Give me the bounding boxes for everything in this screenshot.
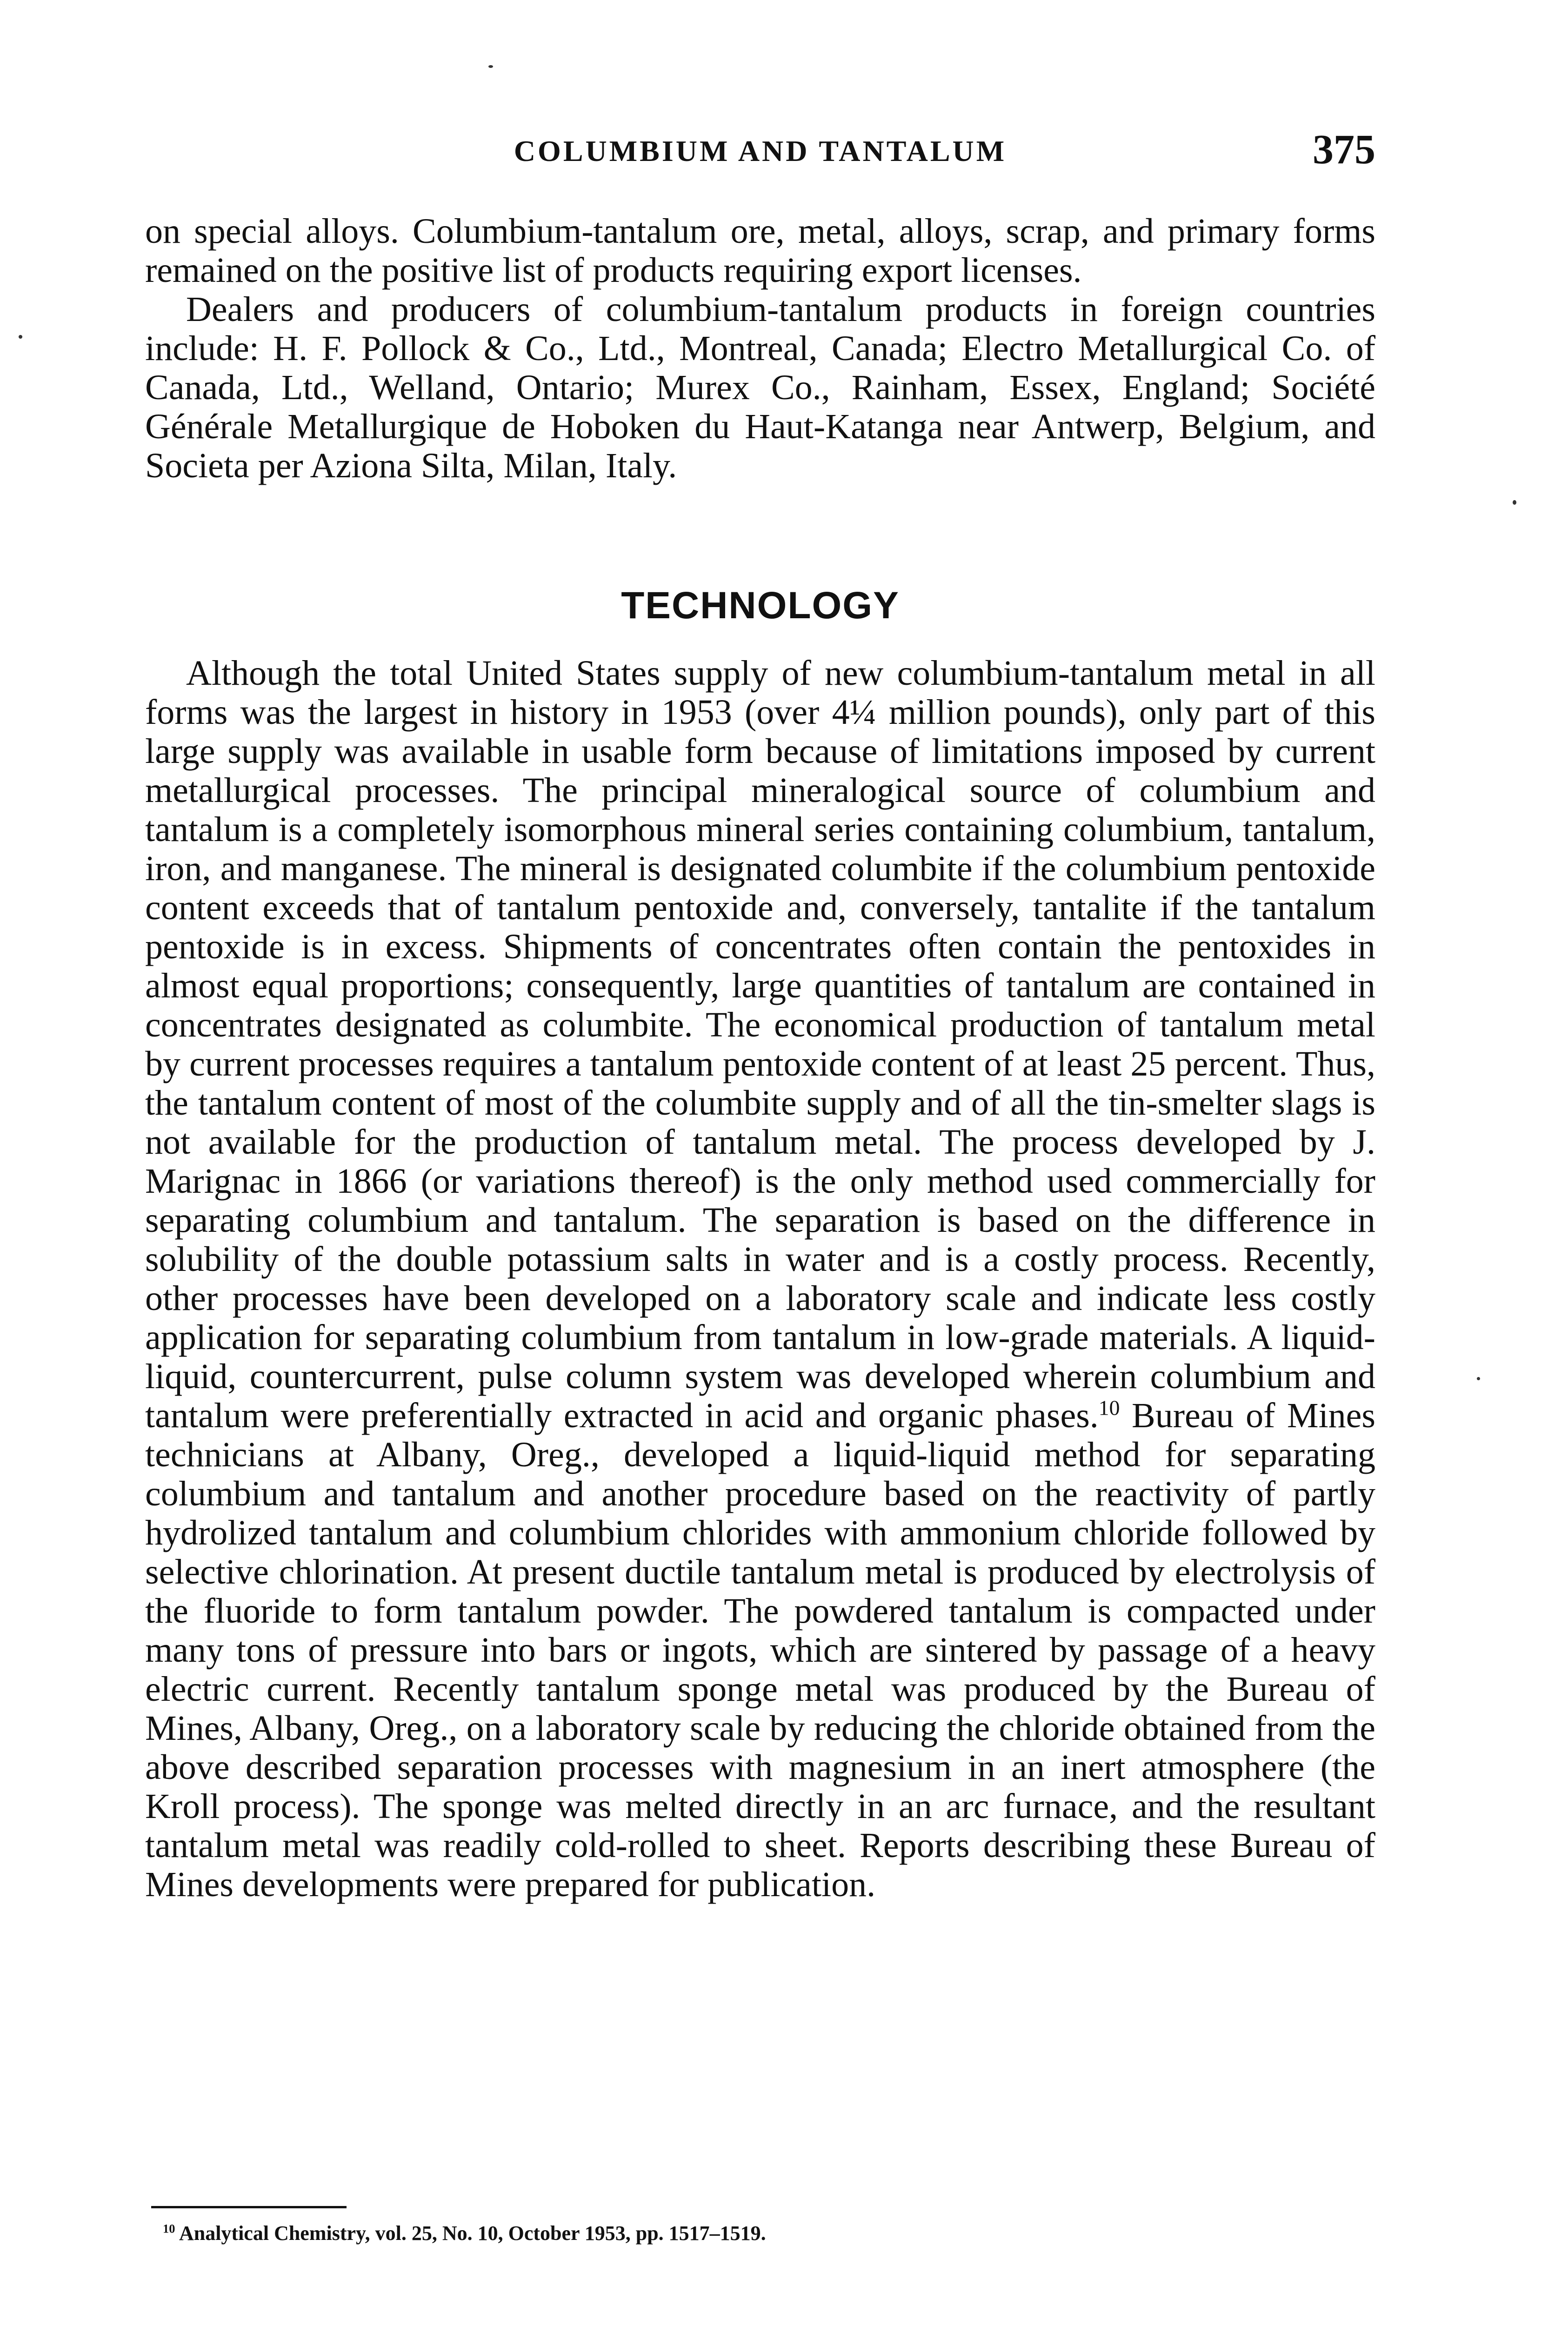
footnote-reference: 10	[1098, 1396, 1120, 1420]
footnote-text: Analytical Chemistry, vol. 25, No. 10, October 1953, pp. 1517–1519.	[175, 2222, 766, 2245]
technology-text-part-2: Bureau of Mines technicians at Albany, Oreg., developed a liquid-liquid method for separating columbium and tantalum and another procedure based on the reactivity of partly hydrolized tantalum and columbium chlorides with ammonium chloride followed by selective chlorination. At present ductile tantalum metal is produced by electrolysis of the fluoride to form tantalum powder. The powdered tantalum is compacted under many tons of pressure into bars or ingots, which are sintered by passage of a heavy electric current. Recently tantalum sponge metal was produced by the Bureau of Mines, Albany, Oreg., on a laboratory scale by reducing the chloride obtained from the above described separation processes with magnesium in an inert atmosphere (the Kroll process). The sponge was melted directly in an arc furnace, and the resultant tantalum metal was readily cold-rolled to sheet. Reports describing these Bureau of Mines developments were prepared for publication.	[145, 1396, 1375, 1904]
scan-speck	[1477, 1377, 1480, 1380]
technology-paragraph	[145, 654, 1375, 1904]
footnote-number: 10	[163, 2221, 175, 2236]
page-number: 375	[1313, 127, 1375, 173]
footnote	[163, 2221, 1372, 2246]
running-title: COLUMBIUM AND TANTALUM	[514, 134, 1007, 167]
footnote-rule	[151, 2206, 347, 2208]
intro-block	[145, 212, 1375, 485]
scan-speck	[1513, 500, 1516, 505]
section-heading-technology: TECHNOLOGY	[621, 584, 900, 627]
intro-paragraph-dealers: Dealers and producers of columbium-tantalum products in foreign countries include: H. F. Pollock & Co., Ltd., Montreal, Canada; Electro Metallurgical Co. of Canada, Ltd., Welland, Ontario; Murex Co., Rainham, Essex, England; Société Générale Metallurgique de Hoboken du Haut-Katanga near Antwerp, Belgium, and Societa per Aziona Silta, Milan, Italy.	[145, 290, 1375, 485]
scan-speck	[488, 65, 493, 68]
scan-speck	[19, 335, 22, 339]
running-head	[145, 126, 1375, 177]
technology-block	[145, 654, 1375, 1904]
intro-paragraph-continued: on special alloys. Columbium-tantalum ore, metal, alloys, scrap, and primary forms remained on the positive list of products requiring export licenses.	[145, 212, 1375, 290]
technology-text-part-1: Although the total United States supply of new columbium-tantalum metal in all forms was the largest in history in 1953 (over 4¼ million pounds), only part of this large supply was available in usable form because of limitations imposed by current metallurgical processes. The principal mineralogical source of columbium and tantalum is a completely isomorphous mineral series containing columbium, tantalum, iron, and manganese. The mineral is designated columbite if the columbium pentoxide content exceeds that of tantalum pentoxide and, conversely, tantalite if the tantalum pentoxide is in excess. Shipments of concentrates often contain the pentoxides in almost equal proportions; consequently, large quantities of tantalum are contained in concentrates designated as columbite. The economical production of tantalum metal by current processes requires a tantalum pentoxide content of at least 25 percent. Thus, the tantalum content of most of the columbite supply and of all the tin-smelter slags is not available for the production of tantalum metal. The process developed by J. Marignac in 1866 (or variations thereof) is the only method used commercially for separating columbium and tantalum. The separation is based on the difference in solubility of the double potassium salts in water and is a costly process. Recently, other processes have been developed on a laboratory scale and indicate less costly application for separating columbium from tantalum in low-grade materials. A liquid-liquid, countercurrent, pulse column system was developed wherein columbium and tantalum were preferentially extracted in acid and organic phases.	[145, 654, 1375, 1435]
